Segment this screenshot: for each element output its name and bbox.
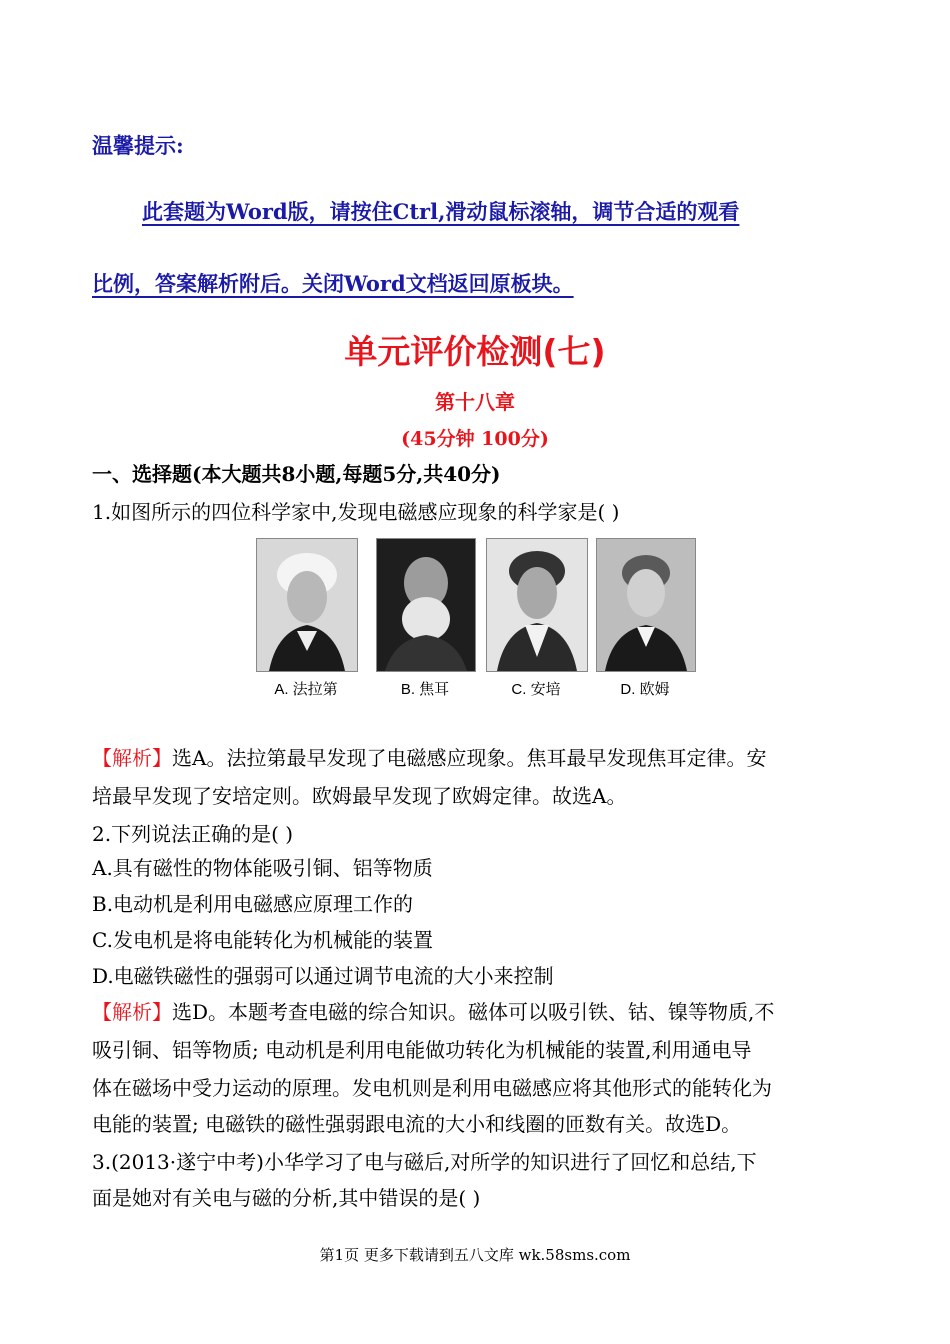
q3-line-2: 面是她对有关电与磁的分析,其中错误的是( ) <box>92 1186 481 1210</box>
portrait-ohm <box>596 538 696 672</box>
notice-line-1: 此套题为Word版，请按住Ctrl,滑动鼠标滚轴，调节合适的观看 <box>142 199 740 224</box>
notice-heading: 温馨提示: <box>92 133 184 158</box>
q2-stem: 2.下列说法正确的是( ) <box>92 822 294 846</box>
analysis-text: 选D。本题考查电磁的综合知识。磁体可以吸引铁、钴、镍等物质,不 <box>172 1000 775 1024</box>
page-footer: 第1页 更多下载请到五八文库 wk.58sms.com <box>319 1246 631 1264</box>
section-heading: 一、选择题(本大题共8小题,每题5分,共40分) <box>92 462 501 486</box>
q2-option-a: A.具有磁性的物体能吸引铜、铝等物质 <box>92 856 433 880</box>
q2-analysis-line-3: 体在磁场中受力运动的原理。发电机则是利用电磁感应将其他形式的能转化为 <box>92 1076 772 1100</box>
q2-option-b: B.电动机是利用电磁感应原理工作的 <box>92 892 414 916</box>
chapter-label: 第十八章 <box>435 390 515 414</box>
scientist-portraits <box>256 538 696 703</box>
q1-analysis-line-1 <box>92 742 766 771</box>
caption-a: A. 法拉第 <box>274 681 338 698</box>
caption-c: C. 安培 <box>511 681 561 698</box>
q2-option-c: C.发电机是将电能转化为机械能的装置 <box>92 928 433 952</box>
portrait-faraday <box>256 538 358 672</box>
q2-analysis-line-1 <box>92 996 774 1025</box>
q2-analysis-line-2: 吸引铜、铝等物质; 电动机是利用电能做功转化为机械能的装置,利用通电导 <box>92 1038 752 1062</box>
analysis-tag: 【解析】 <box>92 1000 172 1024</box>
analysis-tag: 【解析】 <box>92 746 172 770</box>
portrait-ampere <box>486 538 588 672</box>
caption-d: D. 欧姆 <box>620 681 670 698</box>
time-score-label: (45分钟 100分) <box>401 428 549 450</box>
q3-line-1: 3.(2013·遂宁中考)小华学习了电与磁后,对所学的知识进行了回忆和总结,下 <box>92 1150 757 1174</box>
q2-analysis-line-4: 电能的装置; 电磁铁的磁性强弱跟电流的大小和线圈的匝数有关。故选D。 <box>92 1112 742 1136</box>
notice-line-2: 比例，答案解析附后。关闭Word文档返回原板块。 <box>92 271 574 296</box>
q1-analysis-line-2: 培最早发现了安培定则。欧姆最早发现了欧姆定律。故选A。 <box>92 784 627 808</box>
page-title: 单元评价检测(七) <box>344 332 606 371</box>
q1-stem: 1.如图所示的四位科学家中,发现电磁感应现象的科学家是( ) <box>92 500 620 524</box>
portrait-joule <box>376 538 476 672</box>
q2-option-d: D.电磁铁磁性的强弱可以通过调节电流的大小来控制 <box>92 964 554 988</box>
analysis-text: 选A。法拉第最早发现了电磁感应现象。焦耳最早发现焦耳定律。安 <box>172 746 767 770</box>
caption-b: B. 焦耳 <box>400 681 450 698</box>
